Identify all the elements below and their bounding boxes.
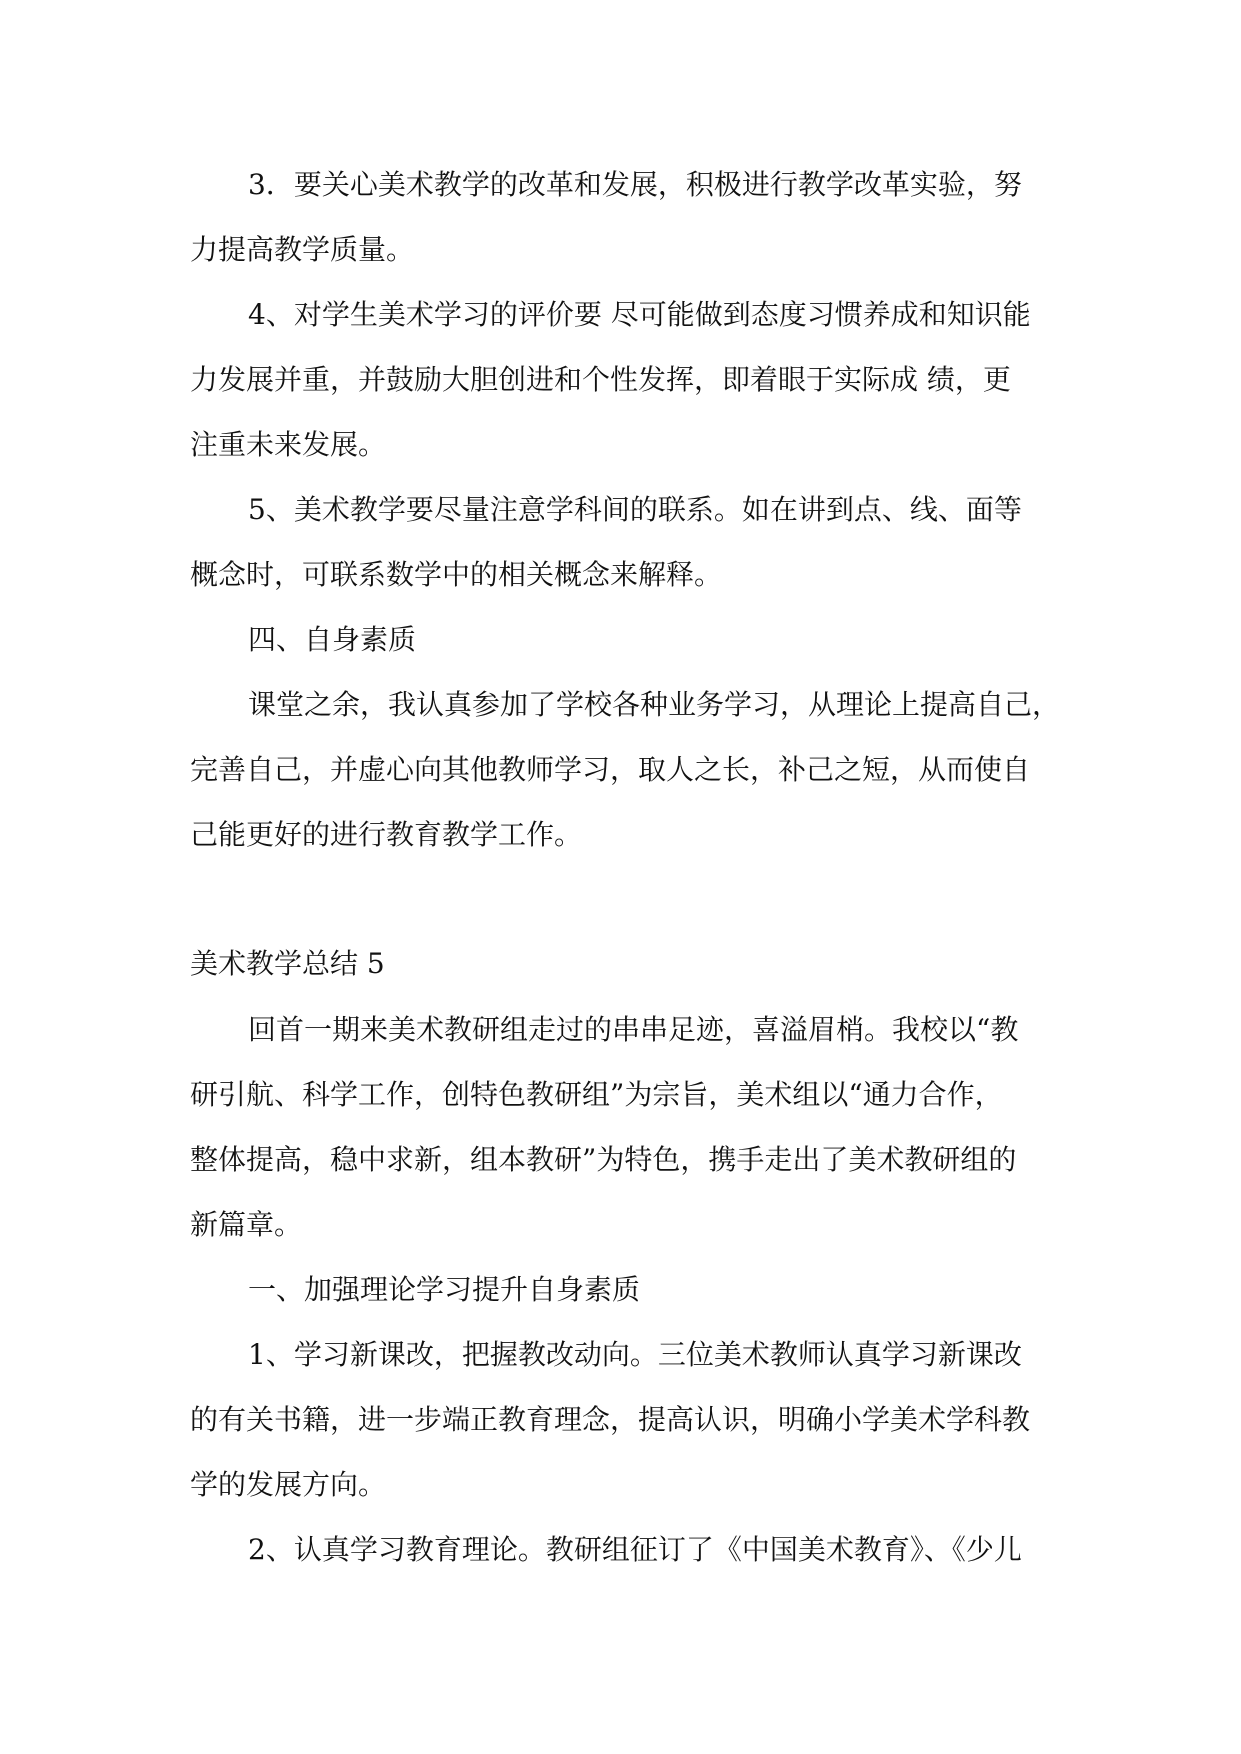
paragraph-line: 2、认真学习教育理论。教研组征订了《中国美术教育》、《少儿 — [248, 1533, 1022, 1566]
paragraph-line: 3．要关心美术教学的改革和发展，积极进行教学改革实验，努 — [248, 168, 1022, 201]
paragraph-line: 课堂之余，我认真参加了学校各种业务学习，从理论上提高自己， — [248, 688, 1061, 721]
section-heading: 四、自身素质 — [248, 623, 417, 656]
paragraph-line: 1、学习新课改，把握教改动向。三位美术教师认真学习新课改 — [248, 1338, 1022, 1371]
paragraph-line: 的有关书籍，进一步端正教育理念，提高认识，明确小学美术学科教 — [190, 1403, 1031, 1436]
paragraph-line: 力提高教学质量。 — [190, 233, 415, 266]
paragraph-line: 力发展并重，并鼓励大胆创进和个性发挥，即着眼于实际成 绩，更 — [190, 363, 1011, 396]
paragraph-line: 新篇章。 — [190, 1208, 303, 1241]
paragraph-line: 研引航、科学工作，创特色教研组”为宗旨，美术组以“通力合作， — [190, 1078, 1003, 1111]
paragraph-line: 注重未来发展。 — [190, 428, 387, 461]
paragraph-line: 概念时，可联系数学中的相关概念来解释。 — [190, 558, 723, 591]
paragraph-line: 4、对学生美术学习的评价要 尽可能做到态度习惯养成和知识能 — [248, 298, 1031, 331]
paragraph-line: 己能更好的进行教育教学工作。 — [190, 818, 583, 851]
paragraph-line: 5、美术教学要尽量注意学科间的联系。如在讲到点、线、面等 — [248, 493, 1022, 526]
paragraph-line: 完善自己，并虚心向其他教师学习，取人之长，补己之短，从而使自 — [190, 753, 1031, 786]
paragraph-line: 整体提高，稳中求新，组本教研”为特色，携手走出了美术教研组的 — [190, 1143, 1017, 1176]
paragraph-line: 学的发展方向。 — [190, 1468, 387, 1501]
document-title: 美术教学总结 5 — [190, 947, 385, 980]
section-heading: 一、加强理论学习提升自身素质 — [248, 1273, 641, 1306]
paragraph-line: 回首一期来美术教研组走过的串串足迹，喜溢眉梢。我校以“教 — [248, 1013, 1019, 1046]
